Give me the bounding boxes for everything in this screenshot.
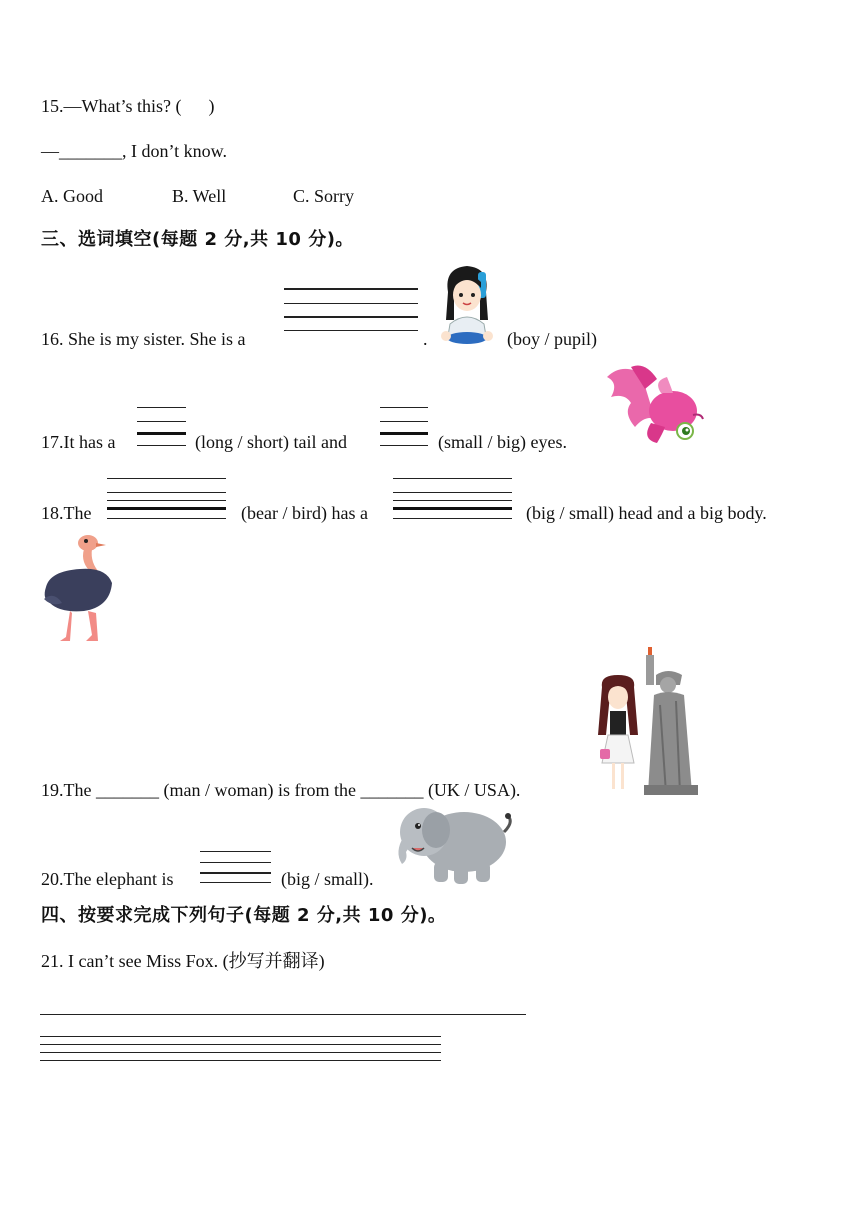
goldfish-icon — [601, 363, 707, 445]
ostrich-icon — [40, 533, 116, 645]
q17-middle: (long / short) tail and — [195, 432, 347, 452]
q15-option-b: B. Well — [172, 186, 227, 206]
q15-option-c: C. Sorry — [293, 186, 355, 206]
q17-choices: (small / big) eyes. — [438, 432, 567, 452]
girl-and-statue-of-liberty-icon — [596, 645, 702, 799]
q21-text: 21. I can’t see Miss Fox. (抄写并翻译) — [41, 951, 325, 971]
section4-heading: 四、按要求完成下列句子(每题 2 分,共 10 分)。 — [41, 905, 447, 926]
q17-blank-2[interactable] — [380, 405, 428, 449]
q15-line2: —_______, I don’t know. — [41, 141, 227, 161]
q19-text: 19.The _______ (man / woman) is from the _______ (UK / USA). — [41, 780, 521, 800]
q18-blank-2[interactable] — [393, 476, 512, 522]
q18-prefix: 18.The — [41, 503, 92, 523]
q18-choices: (big / small) head and a big body. — [526, 503, 767, 523]
q20-prefix: 20.The elephant is — [41, 869, 174, 889]
q20-choices: (big / small). — [281, 869, 374, 889]
q16-answer-blank[interactable] — [284, 286, 418, 338]
elephant-icon — [390, 802, 514, 886]
q15-option-a: A. Good — [41, 186, 103, 206]
section3-heading: 三、选词填空(每题 2 分,共 10 分)。 — [41, 229, 354, 250]
q16-choices: (boy / pupil) — [507, 329, 597, 349]
q16-prefix: 16. She is my sister. She is a — [41, 329, 246, 349]
q17-blank-1[interactable] — [137, 405, 186, 449]
q20-answer-blank[interactable] — [200, 850, 271, 886]
q18-middle: (bear / bird) has a — [241, 503, 368, 523]
q15-question: 15.—What’s this? ( ) — [41, 96, 215, 116]
girl-pupil-icon — [436, 262, 498, 346]
q17-prefix: 17.It has a — [41, 432, 116, 452]
q16-period: . — [423, 329, 428, 349]
q18-blank-1[interactable] — [107, 476, 226, 522]
q21-answer-lines[interactable] — [40, 1014, 530, 1070]
